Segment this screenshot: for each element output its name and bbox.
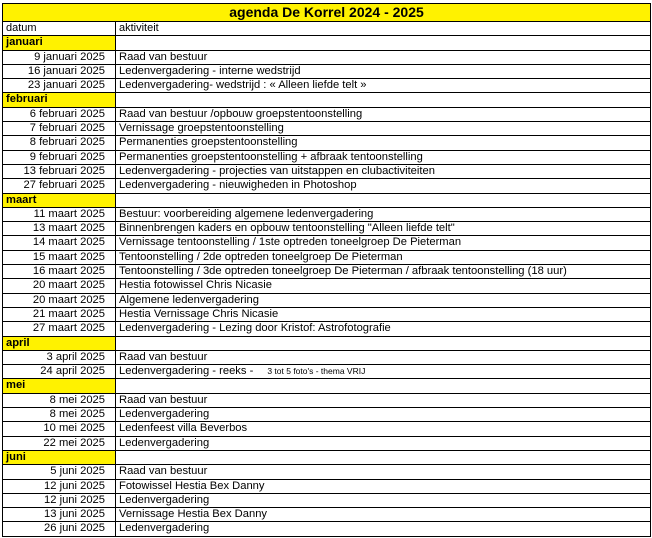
- row-activity: Binnenbrengen kaders en opbouw tentoonstelling "Alleen liefde telt": [119, 222, 455, 235]
- row-activity-cell: [116, 408, 651, 422]
- row-activity: Tentoonstelling / 3de optreden toneelgroep De Pieterman / afbraak tentoonstelling (18 uur): [119, 265, 567, 278]
- agenda-table: [2, 3, 651, 537]
- month-row-mei: [3, 379, 651, 393]
- table-row: [3, 408, 651, 422]
- month-spacer: [116, 36, 651, 50]
- row-date: 8 februari 2025: [3, 136, 116, 150]
- row-date: 24 april 2025: [3, 365, 116, 379]
- row-activity-cell: [116, 493, 651, 507]
- row-activity: Hestia fotowissel Chris Nicasie: [119, 279, 272, 292]
- row-activity: Ledenvergadering- wedstrijd : « Alleen liefde telt »: [119, 79, 367, 92]
- agenda-body: [3, 4, 651, 537]
- row-activity: Vernissage tentoonstelling / 1ste optreden toneelgroep De Pieterman: [119, 236, 462, 249]
- table-row: [3, 179, 651, 193]
- table-row: [3, 465, 651, 479]
- row-activity-cell: [116, 307, 651, 321]
- header-row: [3, 22, 651, 36]
- row-date: 27 maart 2025: [3, 322, 116, 336]
- month-spacer: [116, 336, 651, 350]
- row-activity: Ledenvergadering - reeks -: [119, 365, 254, 378]
- row-date: 13 juni 2025: [3, 508, 116, 522]
- row-activity-cell: [116, 393, 651, 407]
- month-spacer: [116, 193, 651, 207]
- row-activity-cell: [116, 350, 651, 364]
- table-row: [3, 436, 651, 450]
- table-row: [3, 150, 651, 164]
- table-row: [3, 393, 651, 407]
- table-row: [3, 365, 651, 379]
- row-date: 27 februari 2025: [3, 179, 116, 193]
- month-row-maart: [3, 193, 651, 207]
- agenda-sheet: [2, 3, 650, 537]
- month-label: januari: [3, 36, 116, 50]
- table-row: [3, 307, 651, 321]
- table-row: [3, 64, 651, 78]
- table-row: [3, 322, 651, 336]
- row-activity-cell: [116, 250, 651, 264]
- row-activity: Raad van bestuur /opbouw groepstentoonstelling: [119, 107, 363, 120]
- row-activity-cell: [116, 207, 651, 221]
- table-row: [3, 107, 651, 121]
- table-row: [3, 279, 651, 293]
- row-date: 3 april 2025: [3, 350, 116, 364]
- row-activity-cell: [116, 50, 651, 64]
- row-activity: Raad van bestuur: [119, 393, 208, 406]
- row-activity-cell: [116, 465, 651, 479]
- row-activity: Raad van bestuur: [119, 465, 208, 478]
- month-row-juni: [3, 450, 651, 464]
- row-activity-cell: [116, 265, 651, 279]
- table-row: [3, 136, 651, 150]
- row-date: 5 juni 2025: [3, 465, 116, 479]
- row-activity-cell: [116, 236, 651, 250]
- row-activity: Permanenties groepstentoonstelling + afbraak tentoonstelling: [119, 150, 423, 163]
- row-date: 14 maart 2025: [3, 236, 116, 250]
- row-date: 10 mei 2025: [3, 422, 116, 436]
- row-date: 20 maart 2025: [3, 293, 116, 307]
- month-row-januari: [3, 36, 651, 50]
- row-activity-cell: [116, 293, 651, 307]
- table-row: [3, 164, 651, 178]
- header-activity: aktiviteit: [116, 22, 651, 36]
- row-date: 20 maart 2025: [3, 279, 116, 293]
- row-activity-cell: [116, 79, 651, 93]
- row-activity: Raad van bestuur: [119, 350, 208, 363]
- month-label: februari: [3, 93, 116, 107]
- row-date: 16 maart 2025: [3, 265, 116, 279]
- row-activity: Tentoonstelling / 2de optreden toneelgroep De Pieterman: [119, 250, 403, 263]
- row-activity-cell: [116, 64, 651, 78]
- row-date: 12 juni 2025: [3, 493, 116, 507]
- row-activity-cell: [116, 479, 651, 493]
- month-label: april: [3, 336, 116, 350]
- row-activity: Hestia Vernissage Chris Nicasie: [119, 307, 279, 320]
- row-date: 8 mei 2025: [3, 393, 116, 407]
- table-row: [3, 222, 651, 236]
- row-date: 8 mei 2025: [3, 408, 116, 422]
- row-date: 13 februari 2025: [3, 164, 116, 178]
- row-activity: Vernissage Hestia Bex Danny: [119, 508, 268, 521]
- row-activity-cell: [116, 150, 651, 164]
- row-activity: Ledenvergadering - projecties van uitstappen en clubactiviteiten: [119, 164, 435, 177]
- month-spacer: [116, 93, 651, 107]
- table-row: [3, 422, 651, 436]
- row-activity-cell: [116, 164, 651, 178]
- title-row: [3, 4, 651, 22]
- row-activity: Bestuur: voorbereiding algemene ledenvergadering: [119, 207, 374, 220]
- row-activity: Vernissage groepstentoonstelling: [119, 122, 284, 135]
- table-row: [3, 493, 651, 507]
- table-row: [3, 122, 651, 136]
- row-activity: Ledenfeest villa Beverbos: [119, 422, 248, 435]
- row-date: 13 maart 2025: [3, 222, 116, 236]
- header-date: datum: [3, 22, 116, 36]
- table-row: [3, 522, 651, 536]
- row-activity-cell: [116, 436, 651, 450]
- row-activity: Ledenvergadering - nieuwigheden in Photoshop: [119, 179, 357, 192]
- agenda-title: agenda De Korrel 2024 - 2025: [3, 4, 651, 22]
- row-activity: Fotowissel Hestia Bex Danny: [119, 479, 265, 492]
- row-date: 23 januari 2025: [3, 79, 116, 93]
- row-activity: Ledenvergadering - Lezing door Kristof: Astrofotografie: [119, 322, 391, 335]
- row-date: 6 februari 2025: [3, 107, 116, 121]
- row-note: 3 tot 5 foto's - thema VRIJ: [267, 366, 366, 377]
- row-activity: Ledenvergadering: [119, 522, 210, 535]
- row-activity-cell: [116, 122, 651, 136]
- table-row: [3, 250, 651, 264]
- row-activity-cell: [116, 365, 651, 379]
- month-row-april: [3, 336, 651, 350]
- row-date: 12 juni 2025: [3, 479, 116, 493]
- table-row: [3, 79, 651, 93]
- row-date: 22 mei 2025: [3, 436, 116, 450]
- month-row-februari: [3, 93, 651, 107]
- month-label: maart: [3, 193, 116, 207]
- table-row: [3, 508, 651, 522]
- table-row: [3, 207, 651, 221]
- row-date: 26 juni 2025: [3, 522, 116, 536]
- row-date: 7 februari 2025: [3, 122, 116, 136]
- row-activity-cell: [116, 107, 651, 121]
- row-activity-cell: [116, 179, 651, 193]
- row-activity: Permanenties groepstentoonstelling: [119, 136, 298, 149]
- row-activity: Ledenvergadering: [119, 408, 210, 421]
- row-date: 16 januari 2025: [3, 64, 116, 78]
- row-activity: Ledenvergadering: [119, 493, 210, 506]
- row-activity-cell: [116, 522, 651, 536]
- row-activity-cell: [116, 222, 651, 236]
- month-spacer: [116, 379, 651, 393]
- row-date: 11 maart 2025: [3, 207, 116, 221]
- table-row: [3, 265, 651, 279]
- row-activity-cell: [116, 508, 651, 522]
- row-activity: Ledenvergadering - interne wedstrijd: [119, 64, 301, 77]
- table-row: [3, 293, 651, 307]
- month-label: mei: [3, 379, 116, 393]
- row-date: 9 februari 2025: [3, 150, 116, 164]
- table-row: [3, 50, 651, 64]
- month-label: juni: [3, 450, 116, 464]
- row-activity: Ledenvergadering: [119, 436, 210, 449]
- row-activity-cell: [116, 279, 651, 293]
- row-date: 9 januari 2025: [3, 50, 116, 64]
- row-activity: Raad van bestuur: [119, 50, 208, 63]
- row-activity: Algemene ledenvergadering: [119, 293, 259, 306]
- row-activity-cell: [116, 322, 651, 336]
- row-date: 21 maart 2025: [3, 307, 116, 321]
- table-row: [3, 236, 651, 250]
- row-activity-cell: [116, 136, 651, 150]
- row-date: 15 maart 2025: [3, 250, 116, 264]
- table-row: [3, 479, 651, 493]
- row-activity-cell: [116, 422, 651, 436]
- table-row: [3, 350, 651, 364]
- month-spacer: [116, 450, 651, 464]
